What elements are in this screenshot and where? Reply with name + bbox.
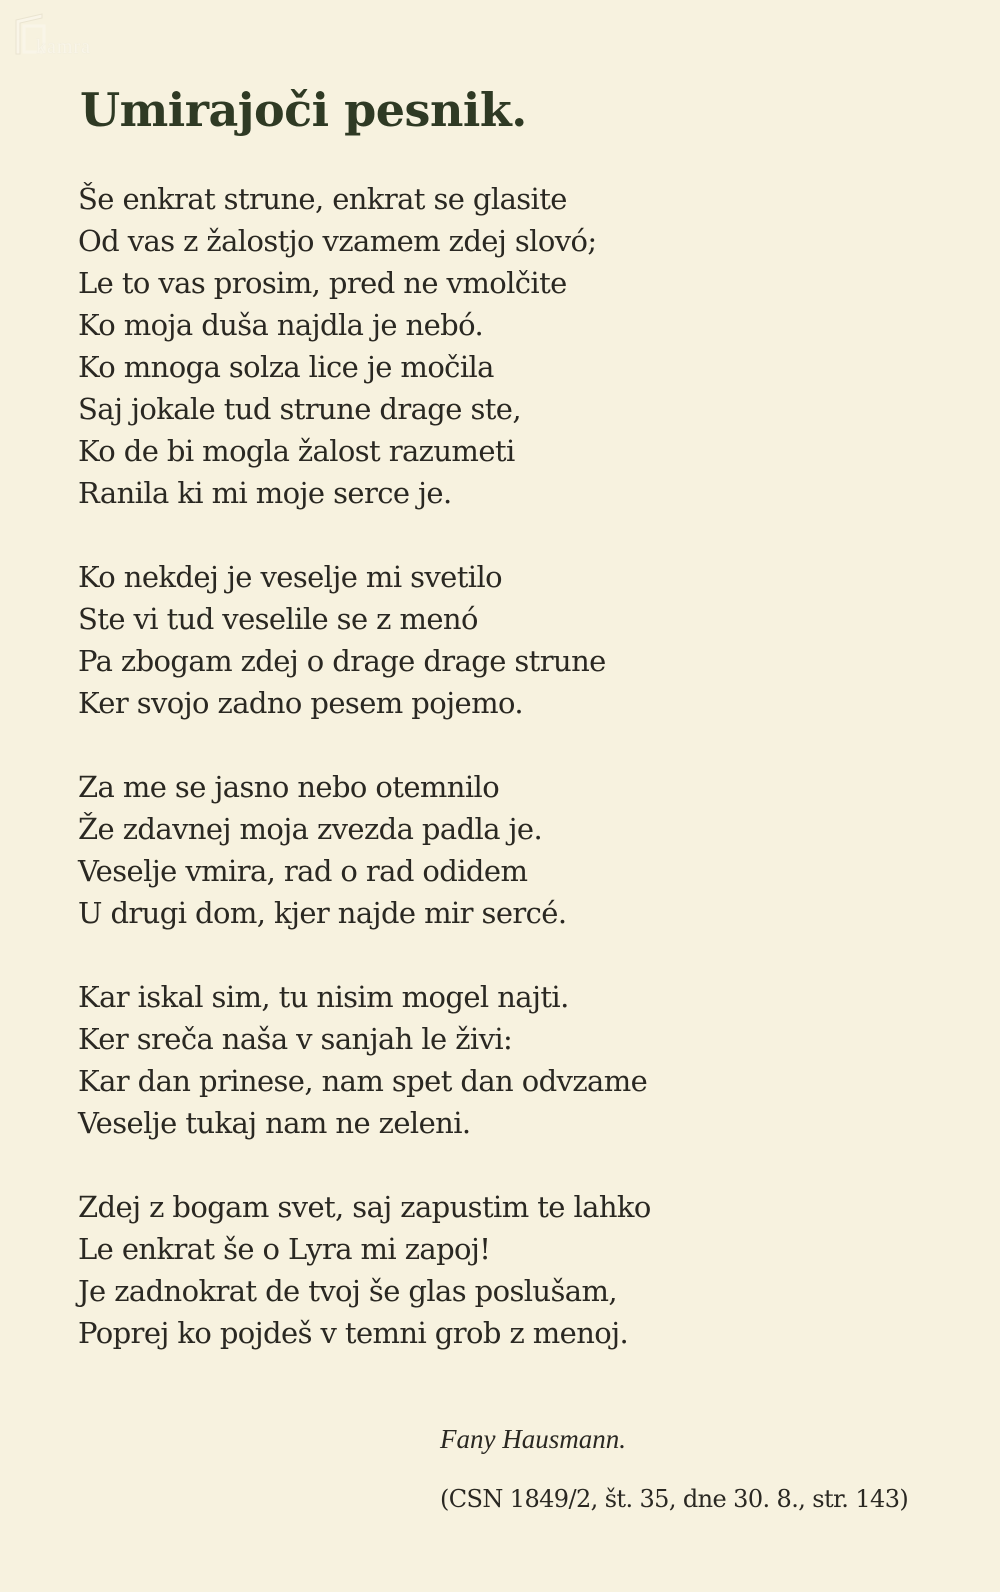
verse-line: Zdej z bogam svet, saj zapustim te lahko (78, 1190, 651, 1224)
verse-line: Saj jokale tud strune drage ste, (78, 392, 521, 426)
verse-line: Kar iskal sim, tu nisim mogel najti. (78, 980, 569, 1014)
stanza (78, 766, 838, 934)
verse-line: Še enkrat strune, enkrat se glasite (78, 182, 567, 216)
verse-line: Ranila ki mi moje serce je. (78, 476, 452, 510)
verse-line: U drugi dom, kjer najde mir sercé. (78, 896, 567, 930)
stanza (78, 556, 838, 724)
verse-line: Kar dan prinese, nam spet dan odvzame (78, 1064, 648, 1098)
verse-line: Veselje vmira, rad o rad odidem (78, 854, 528, 888)
verse-line: Ko moja duša najdla je nebó. (78, 308, 484, 342)
verse-line: Za me se jasno nebo otemnilo (78, 770, 500, 804)
verse-line: Ko de bi mogla žalost razumeti (78, 434, 515, 468)
verse-line: Le enkrat še o Lyra mi zapoj! (78, 1232, 491, 1266)
stanza (78, 178, 838, 514)
stanza (78, 1186, 838, 1354)
verse-line: Od vas z žalostjo vzamem zdej slovó; (78, 224, 597, 258)
poem-title: Umirajoči pesnik. (80, 83, 527, 137)
author-signature: Fany Hausmann. (440, 1424, 626, 1454)
verse-line: Le to vas prosim, pred ne vmolčite (78, 266, 567, 300)
verse-line: Veselje tukaj nam ne zeleni. (78, 1106, 471, 1140)
verse-line: Pa zbogam zdej o drage drage strune (78, 644, 606, 678)
verse-line: Poprej ko pojdeš v temni grob z menoj. (78, 1316, 629, 1350)
stanza (78, 976, 838, 1144)
verse-line: Ste vi tud veselile se z menó (78, 602, 478, 636)
verse-line: Ker sreča naša v sanjah le živi: (78, 1022, 513, 1056)
poem-body (78, 178, 838, 1396)
watermark-text: kamra (36, 36, 91, 58)
source-citation: (CSN 1849/2, št. 35, dne 30. 8., str. 143) (440, 1485, 909, 1513)
verse-line: Ko mnoga solza lice je močila (78, 350, 494, 384)
verse-line: Ker svojo zadno pesem pojemo. (78, 686, 523, 720)
verse-line: Je zadnokrat de tvoj še glas poslušam, (78, 1274, 617, 1308)
verse-line: Že zdavnej moja zvezda padla je. (78, 812, 543, 846)
watermark (12, 12, 112, 58)
verse-line: Ko nekdej je veselje mi svetilo (78, 560, 503, 594)
